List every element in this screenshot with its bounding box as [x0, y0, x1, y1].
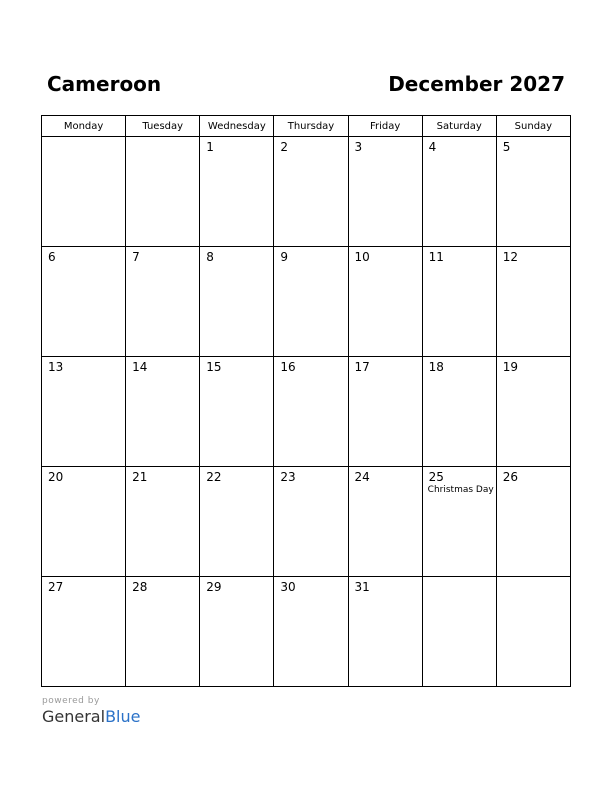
day-number: 16: [280, 360, 296, 374]
day-cell: [348, 137, 422, 247]
weekday-header-tuesday: Tuesday: [126, 116, 200, 137]
country-title: Cameroon: [47, 72, 162, 96]
day-number: 23: [280, 470, 296, 484]
day-number: 9: [280, 250, 289, 264]
day-number: 22: [206, 470, 222, 484]
day-cell: [422, 357, 496, 467]
day-number: 24: [354, 470, 370, 484]
week-row-4: [42, 467, 571, 577]
day-cell: [42, 577, 126, 687]
day-cell: [496, 577, 570, 687]
day-cell: [200, 137, 274, 247]
day-cell: [274, 467, 348, 577]
day-cell: [348, 577, 422, 687]
day-cell: [496, 357, 570, 467]
day-number: 17: [354, 360, 370, 374]
day-number: 29: [206, 580, 222, 594]
day-number: [497, 577, 570, 580]
day-cell: [274, 247, 348, 357]
day-cell: [348, 467, 422, 577]
day-number: 15: [206, 360, 222, 374]
day-number: 31: [354, 580, 370, 594]
weekday-header-friday: Friday: [348, 116, 422, 137]
day-cell: [496, 467, 570, 577]
day-number: 4: [428, 140, 437, 154]
brand-general-text: General: [42, 707, 106, 726]
day-cell: [274, 357, 348, 467]
day-number: 20: [48, 470, 64, 484]
day-number: 6: [48, 250, 56, 264]
day-number: 3: [354, 140, 363, 154]
weekday-header-wednesday: Wednesday: [200, 116, 274, 137]
day-number: 10: [354, 250, 370, 264]
day-number: 25: [428, 470, 444, 484]
day-cell-holiday: [422, 467, 496, 577]
day-cell: [200, 357, 274, 467]
day-cell: [126, 247, 200, 357]
week-row-1: [42, 137, 571, 247]
day-cell: [496, 247, 570, 357]
day-number: 27: [48, 580, 64, 594]
weekday-header-saturday: Saturday: [422, 116, 496, 137]
powered-by-text: powered by: [42, 696, 100, 706]
day-cell: [126, 357, 200, 467]
week-row-2: [42, 247, 571, 357]
day-number: [126, 137, 199, 140]
weekday-header-monday: Monday: [42, 116, 126, 137]
weekday-header-sunday: Sunday: [496, 116, 570, 137]
month-year-title: December 2027: [388, 72, 565, 96]
weekday-header-thursday: Thursday: [274, 116, 348, 137]
day-number: 7: [132, 250, 140, 264]
day-number: 18: [428, 360, 444, 374]
day-number: 19: [502, 360, 519, 374]
day-number: 28: [132, 580, 148, 594]
day-cell: [42, 137, 126, 247]
generalblue-logo[interactable]: [42, 707, 140, 727]
week-row-3: [42, 357, 571, 467]
brand-blue-text: Blue: [105, 707, 141, 726]
day-number: [423, 577, 496, 580]
day-cell: [422, 577, 496, 687]
day-cell: [42, 357, 126, 467]
weekday-header-row: [42, 116, 571, 137]
day-cell: [274, 137, 348, 247]
footer-branding: [42, 696, 140, 727]
day-number: 12: [502, 250, 519, 264]
day-number: 30: [280, 580, 296, 594]
day-number: 2: [280, 140, 289, 154]
day-cell: [42, 467, 126, 577]
day-cell: [42, 247, 126, 357]
week-row-5: [42, 577, 571, 687]
calendar-grid: [41, 115, 571, 687]
day-number: 13: [48, 360, 64, 374]
day-number: [42, 137, 125, 140]
day-number: 14: [132, 360, 148, 374]
day-cell: [126, 577, 200, 687]
day-cell: [422, 247, 496, 357]
day-cell: [348, 357, 422, 467]
day-cell: [422, 137, 496, 247]
day-cell: [126, 137, 200, 247]
holiday-label: Christmas Day: [427, 485, 494, 495]
day-number: 11: [428, 250, 444, 264]
day-number: 8: [206, 250, 214, 264]
day-number: 1: [206, 140, 214, 154]
day-cell: [200, 467, 274, 577]
day-cell: [496, 137, 570, 247]
day-number: 5: [502, 140, 511, 154]
day-cell: [200, 577, 274, 687]
day-cell: [348, 247, 422, 357]
day-cell: [200, 247, 274, 357]
day-cell: [274, 577, 348, 687]
day-number: 21: [132, 470, 148, 484]
day-number: 26: [502, 470, 519, 484]
day-cell: [126, 467, 200, 577]
